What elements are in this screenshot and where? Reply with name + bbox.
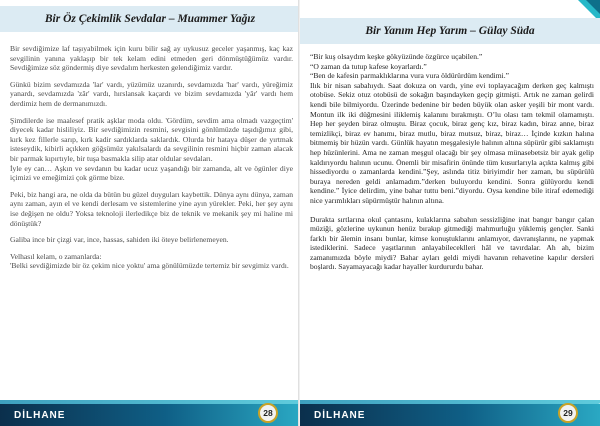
left-paragraph: Peki, biz hangi ara, ne olda da bütün bu güzel duyguları kaybettik. Dünya aynı dünya, zaman aynı zaman, ayın el ve kendi derlesam ve sistemlerine yine ayın yürekler. Peki, her şey aynı ise değişen ne oldu? Yoksa teknoloji ilerledikçe biz de teknik ve mekanik şey mi haline mi dönüştük?: [10, 189, 293, 228]
left-body-text: [10, 44, 293, 278]
left-title-band: [0, 6, 300, 32]
page-number-badge: 29: [558, 403, 578, 423]
right-paragraph: Durakta sırtlarına okul çantasını, kulaklarına sabahın sessizliğine inat bangır bangır çalan müziği, gözlerine uykunun henüz bırakıp gitmediği mahmurluğu yüklemiş gençler. Sanki farklı bir âlemin insanı bunlar, kimse konuştuklarını anlamıyor, davranışlarını, ne yapmak istediklerini. Sadece yaşıtlarının anlayabileceklleri hâl ve tavırdalar. Ah ah, bizim zamanımızda böyle miydi? Bahar ayları geldi miydi havanın rehavetine kapılır dersleri boşlardı. Sayamayacağı kadar hayaller kurdururdu bahar.: [310, 214, 594, 272]
right-footer: [300, 396, 600, 426]
right-paragraph: “Bir kuş olsaydım keşke gökyüzünde özgürce uçabilen.” “O zaman da tutup kafese koyarlardı.” “Ben de kafesin parmaklıklarına vura vura öldürürdüm kendimi.” Ilık bir nisan sabahıydı. Saat dokuza on vardı, yine evi toplayacağım derken geç kalmıştı otobüse. Sekiz otuz otobüsü de sokağın başındayken geçip gitmişti. Artık ne zaman gelirdi kendi bile bilmiyordu. Üzerinde bedenine bir beden büyük olan asker yeşili bir mont vardı. Montun ilk iki düğmesini iliklemiş kalanını bırakmıştı. O’lu olası tam tekmil olamamıştı. Hep her şeyden biraz olmuştu. Biraz çocuk, biraz genç kız, biraz kadın, biraz anne, biraz temizlikçi, biraz ev hanımı, biraz mutlu, biraz mutsuz, biraz, biraz… İçinde kızkın halına bitmemiş bir hüzün vardı. Günlük hayatın meşgalesiyle halının altına süpürür gibi saklamıştı hep hüzünlerini. Ama ne zaman meşgul olacağı bir şey olmasa münasebetsiz bir ayak gelip kaldırıyordu halının ucunu. Önemli bir misafirin önünde tüm kusurlarıyla açıkta kalmış gibi hissediyordu o zamanlarda kendini.”Şey, aslında titiz biriyimdir her zaman, bu süpürülü buraya nereden geldi anlamadım.”derken buluyordu kendini. Sonra gülüyordu kendi kendine.” İyice delirdim, yine bahar tuttu beni.”diyordu. Oysa kendine bile itiraf edemediği nice yarımlıkları süpürmüştür halının altına.: [310, 52, 594, 205]
left-paragraph: Velhasıl kelam, o zamanlarda:: [10, 251, 102, 261]
page-number-badge: 28: [258, 403, 278, 423]
left-paragraph: Bir sevdiğimize laf taşıyabilmek için kuru bilir sağ ay uykusuz geceler yaşanmış, kaç kaz sevgilinin yanına yaklaşıp bir tek kelam edini etmeden geri dönmüştüğümüz vardır. Sevdiğimize söz göndermiş diye sevdalım herkesten gelendiğimiz vardır.: [10, 44, 293, 73]
right-body-text: [310, 52, 594, 279]
dilhane-logo: DİLHANE: [14, 410, 66, 421]
left-paragraph: Günkü bizim sevdamızda 'lar' vardı, yüzümüz uzanırdı, sevdamızda 'har' vardı, yüreğimiz yanardı, sevdamızda 'zâr' vardı, hırslansak kaçardı ve bizim sevdamızda 'yâr' vardı hem derdimiz hem de dermanımızdı.: [10, 79, 293, 108]
left-paragraph: İyle ey can… Aşkın ve sevdanın bu kadar ucuz yaşandığı bir zamanda, alt ve ögünler diye içimizi ve emeğimizi çok görme bize.: [10, 163, 293, 183]
dilhane-logo: DİLHANE: [314, 410, 366, 421]
left-paragraph: Galiba ince bir çizgi var, ince, hassas, sahiden iki öteye belirlenemeyen.: [10, 235, 229, 245]
right-page-title: Bir Yanım Hep Yarım – Gülay Süda: [365, 25, 535, 37]
left-footer: [0, 396, 300, 426]
right-title-band: [300, 18, 600, 44]
left-paragraph: 'Belki sevdiğimizde bir öz çekim nice yoktu' ama gönülümüzde tertemiz bir sevgimiz vardı.: [10, 261, 289, 271]
right-page: [300, 0, 600, 426]
left-paragraph: Şimdilerde ise maalesef pratik aşklar moda oldu. 'Gördüm, sevdim ama olmadı vazgeçtim' diyecek kadar hisliliyiz. Bir sevdiğimizin resmini, sevgisini gönlümüzde taşıdığımız gibi, kırk kez fillerle sarıp, kırk kadir sardıklarda saklardık. Olurda bir hataya düşer de yırtmak isteseydik, kibirli açıkken göğsümüz yakılsalardı da sevgilinin resmini hiçbir zaman alacak bir parmak kıpırtıyle, bir tuşa basmakla silip atar oldular sevdaları.: [10, 115, 293, 163]
left-page-title: Bir Öz Çekimlik Sevdalar – Muammer Yağız: [44, 13, 256, 25]
corner-decoration-inner: [586, 0, 600, 14]
